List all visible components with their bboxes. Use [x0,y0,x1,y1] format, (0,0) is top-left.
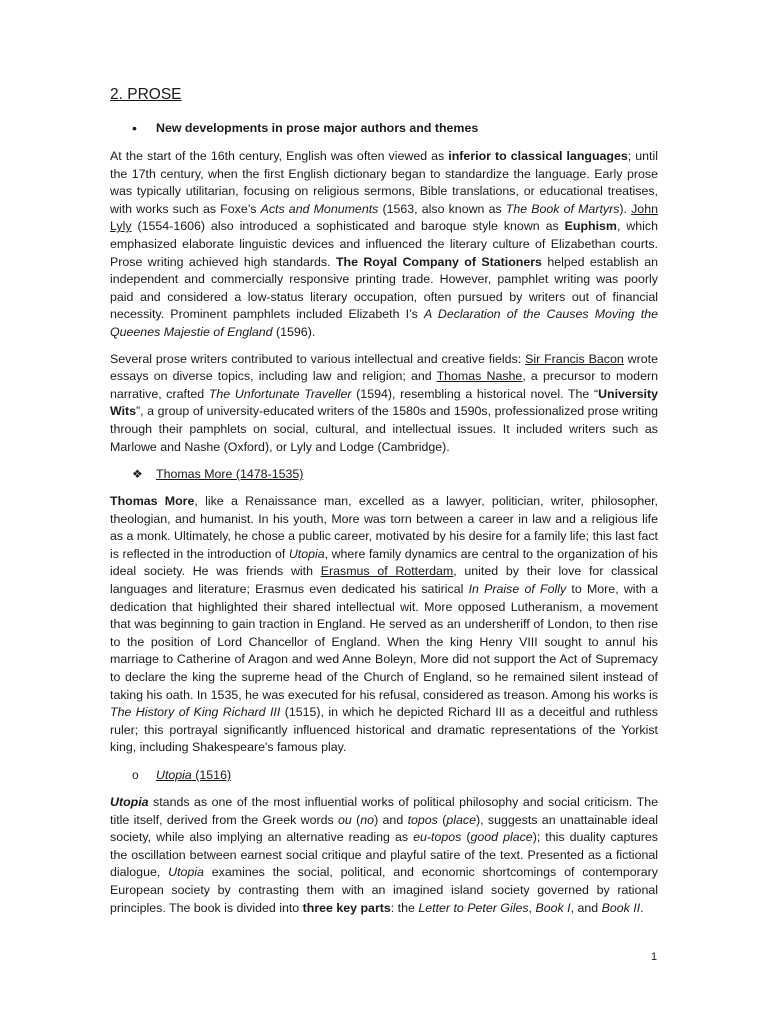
page-number: 1 [651,951,658,963]
paragraph-early-prose: At the start of the 16th century, English was often viewed as inferior to classical languages; until the 17th century, when the first English dictionary began to standardize the language. Early prose was typically utilitarian, focusing on religious sermons, Bible translations, or educational treatises, with works such as Foxe’s Acts and Monuments (1563, also known as The Book of Martyrs). John Lyly (1554-1606) also introduced a sophisticated and baroque style known as Euphism, which emphasized elaborate linguistic devices and influenced the literary culture of Elizabethan courts. Prose writing achieved high standards. The Royal Company of Stationers helped establish an independent and commercially responsive printing trade. However, pamphlet writing was poorly paid and considered a low-status literary occupation, often pursued by writers out of financial necessity. Prominent pamphlets included Elizabeth I’s A Declaration of the Causes Moving the Queenes Majestie of England (1596). [110,149,659,339]
circle-bullet-icon: o [132,768,139,782]
bullet-dot-icon [110,119,156,138]
subheading-thomas-more [110,465,658,483]
link-john-lyly: John Lyly [110,201,658,234]
subheading-utopia-text: Utopia (1516) [156,768,232,782]
paragraph-thomas-more: Thomas More, like a Renaissance man, excelled as a lawyer, politician, writer, philosopher, theologian, and humanist. In his youth, More was torn between a career in law and a religious life as a monk. Ultimately, he chose a public career, motivated by his desire for a family life; this last fact is reflected in the introduction of Utopia, where family dynamics are central to the organization of his ideal society. He was friends with Erasmus of Rotterdam, united by their love for classical languages and literature; Erasmus even dedicated his satirical In Praise of Folly to More, with a dedication that highlighted their shared intellectual wit. More opposed Lutheranism, a movement that was beginning to gain traction in England. He served as an undersheriff of London, to then rise to the position of Lord Chancellor of England. When the king Henry VIII sought to annul his marriage to Catherine of Aragon and wed Anne Boleyn, More did not support the Act of Supremacy to declare the king the supreme head of the Church of England, so he remained silent instead of taking his oath. In 1535, he was executed for his refusal, considered as treason. Among his works is The History of King Richard III (1515), in which he depicted Richard III as a deceitful and ruthless ruler; this portrayal significantly influenced historical and dramatic representations of the Yorkist king, including Shakespeare's famous play. [110,494,659,755]
subheading-utopia [110,766,658,784]
paragraph-prose-writers: Several prose writers contributed to various intellectual and creative fields: Sir Francis Bacon wrote essays on diverse topics, including law and religion; and Thomas Nashe, a precursor to modern narrative, crafted The Unfortunate Traveller (1594), resembling a historical novel. The “University Wits”, a group of university-educated writers of the 1580s and 1590s, professionalized prose writing through their pamphlets on social, cultural, and intellectual issues. It included writers such as Marlowe and Nashe (Oxford), or Lyly and Lodge (Cambridge). [110,351,658,454]
subheading-thomas-more-text: Thomas More (1478-1535) [156,467,304,482]
section-bullet [110,119,658,138]
document-page [110,84,658,926]
link-thomas-nashe: Thomas Nashe [436,369,523,384]
diamond-bullet-icon: ❖ [132,467,143,482]
link-francis-bacon: Sir Francis Bacon [525,351,624,366]
section-bullet-text: New developments in prose major authors and themes [156,121,479,135]
paragraph-utopia: Utopia stands as one of the most influential works of political philosophy and social criticism. The title itself, derived from the Greek words ou (no) and topos (place), suggests an unattainable ideal society, while also implying an alternative reading as eu-topos (good place); this duality captures the oscillation between earnest social critique and playful satire of the text. Presented as a fictional dialogue, Utopia examines the social, political, and economic shortcomings of contemporary European society by contrasting them with an imagined island society governed by rational principles. The book is divided into three key parts: the Letter to Peter Giles, Book I, and Book II. [110,795,658,915]
section-heading: 2. PROSE [110,86,182,103]
link-erasmus: Erasmus of Rotterdam [320,564,454,579]
